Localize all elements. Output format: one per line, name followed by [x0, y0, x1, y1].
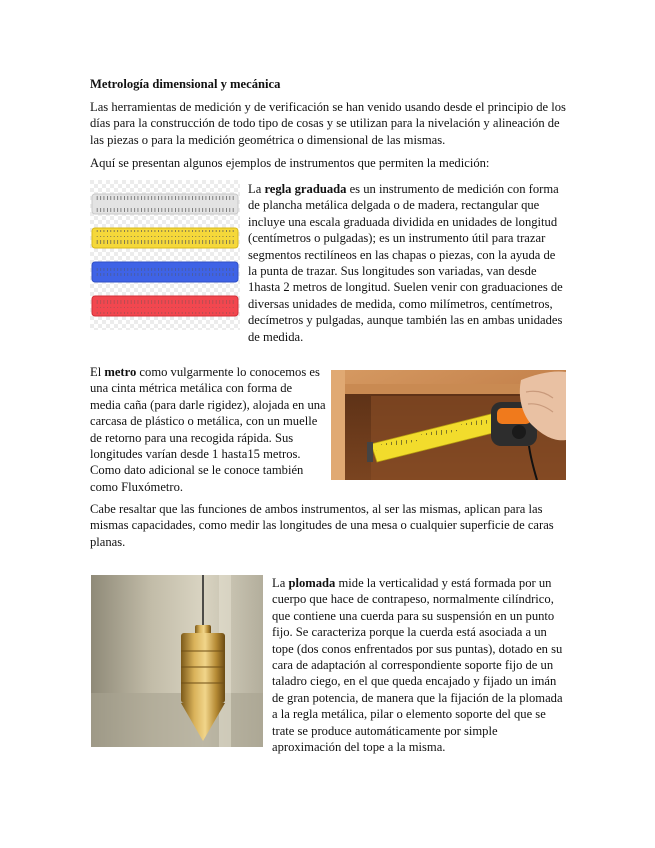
rulers-image: [90, 180, 240, 330]
tape-measure-image: [331, 370, 566, 480]
ruler-body: es un instrumento de medición con forma de plancha metálica delgada o de madera, rectangular que incluye una escala graduada dividida en unidades de longitud (centímetros o pulgadas); es un instrumento útil para trazar segmentos rectilíneos en las chapas o piezas, con la ayuda de la punta de trazar. Sus longitudes son variadas, van desde 1hasta 2 metros de longitud. Suelen venir con graduaciones de diversas unidades de medida, como milímetros, centímetros, decímetros y pulgadas, aunque también las en ambas unidades de medida.: [248, 182, 563, 344]
metro-paragraph: [90, 364, 326, 495]
metro-prefix: El: [90, 365, 105, 379]
ruler-term: regla graduada: [264, 182, 347, 196]
plumb-bob-image: [91, 575, 263, 747]
metro-body: como vulgarmente lo conocemos es una cinta métrica metálica con forma de media caña (para darle rigidez), alojada en una carcasa de plástico o metálica, con un muelle de retorno para una recogida rápida. Sus longitudes varían desde 1 hasta15 metros. Como dato adicional se le conoce también como Fluxómetro.: [90, 365, 326, 494]
plomada-paragraph: [272, 575, 568, 755]
plumb-body: [181, 633, 225, 703]
comparison-paragraph: Cabe resaltar que las funciones de ambos instrumentos, al ser las mismas, aplican para las mismas capacidades, como medir las longitudes de una mesa o cualquier superficie de caras planas.: [90, 502, 554, 549]
ruler-paragraph: [248, 181, 566, 345]
ruler-prefix: La: [248, 182, 265, 196]
document-title: Metrología dimensional y mecánica: [90, 77, 281, 91]
metro-term: metro: [104, 365, 137, 379]
plomada-term: plomada: [288, 576, 336, 590]
plomada-body: mide la verticalidad y está formada por un cuerpo que hace de contrapeso, normalmente cilíndrico, que contiene una cuerda para su suspensión en un punto fijo. Se caracteriza porque la cuerda está asociada a un tope (dos conos enfrentados por sus puntas), dotado en su cara de adaptación al correspondiente soporte fijo de un taladro ciego, en el que queda encajado y fijado un imán de gran potencia, de manera que la fijación de la plomada a la regla metálica, pilar o elemento soporte del que se trate se produce automáticamente por simple aproximación del tope a la misma.: [272, 576, 563, 755]
intro-paragraph: Las herramientas de medición y de verificación se han venido usando desde el principio de los días para la construcción de todo tipo de cosas y se utilizan para la nivelación y alineación de las piezas o para la medición geométrica o dimensional de las mismas.: [90, 100, 566, 147]
plomada-prefix: La: [272, 576, 289, 590]
lead-paragraph: Aquí se presentan algunos ejemplos de instrumentos que permiten la medición:: [90, 156, 490, 170]
